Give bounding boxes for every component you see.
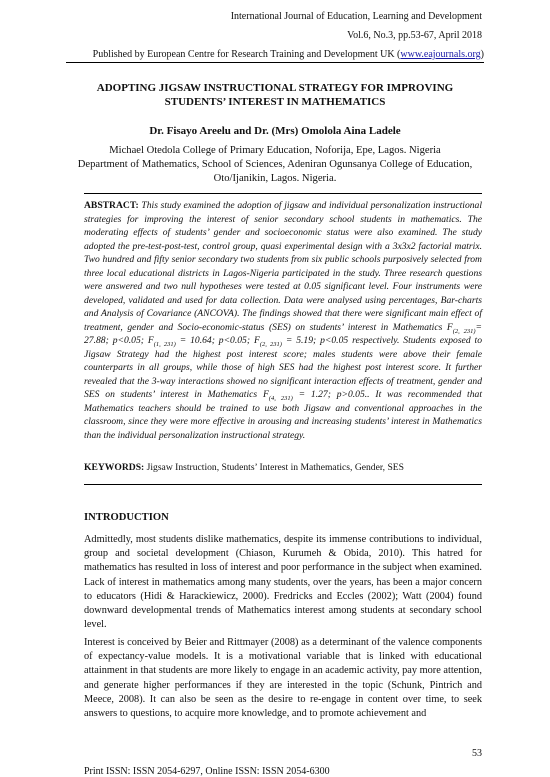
publisher-line — [66, 49, 484, 63]
journal-name: International Journal of Education, Learning and Development — [230, 11, 482, 22]
abstract-subscript: (2, 231) — [259, 340, 282, 348]
publisher-link[interactable]: www.eajournals.org — [400, 49, 481, 60]
abstract-subscript: (1, 231) — [153, 340, 176, 348]
section-heading: INTRODUCTION — [84, 512, 169, 523]
keywords-label: KEYWORDS: — [84, 462, 145, 473]
title-line-2: STUDENTS’ INTEREST IN MATHEMATICS — [164, 96, 386, 108]
abstract-subscript: (2, 231) — [452, 327, 476, 335]
keywords-bottom-rule — [84, 484, 482, 485]
abstract-text: = 27.88; p<0.05; F — [84, 321, 482, 346]
abstract-label: ABSTRACT: — [84, 200, 139, 211]
abstract — [84, 199, 482, 442]
abstract-text: This study examined the adoption of jigsaw and individual personalization instructional strategies for improving the interest of senior secondary school students in mathematics. The moderating effects of students’ gender and socioeconomic status were also examined. The study adopted the pre-test-post-test, control group, quasi experimental design with a 3x3x2 factorial matrix. Two hundred and fifty senior secondary two students from six public schools purposively selected from three local educational districts in Lagos-Nigeria participated in the study. Three research questions were answered and two null hypotheses were tested at 0.05 significant level. Four instruments were developed, validated and used for data collection. Data were analysed using percentages, Bar-charts and Analysis of Covariance (ANCOVA). The findings showed that there were significant main effect of treatment, gender and Socio-economic-status (SES) on students’ interest in Mathematics F — [84, 200, 482, 333]
publisher-text: Published by European Centre for Research Training and Development UK ( — [92, 49, 401, 60]
affiliation-1: Michael Otedola College of Primary Education, Noforija, Epe, Lagos. Nigeria — [109, 145, 441, 156]
affiliations — [60, 144, 490, 186]
abstract-text: = 1.27; p>0.05.. It was recommended that Mathematics teachers should be trained to use both Jigsaw and conventional approaches in the classroom, since they were more effective in arousing and increasing students’ interest in Mathematics than the individual personalization instructional strategy. — [84, 389, 482, 441]
affiliation-2: Department of Mathematics, School of Sciences, Adeniran Ogunsanya College of Education, — [77, 159, 473, 170]
title-line-1: ADOPTING JIGSAW INSTRUCTIONAL STRATEGY FOR IMPROVING — [96, 82, 454, 94]
publisher-text-end: ) — [480, 49, 484, 60]
affiliation-3: Oto/Ijanikin, Lagos. Nigeria. — [213, 173, 337, 184]
abstract-text: = 10.64; p<0.05; F — [175, 335, 260, 346]
page-number: 53 — [472, 748, 482, 759]
abstract-text: = 5.19; p<0.05 respectively. Students exposed to Jigsaw Strategy had the highest post interest score; males students were above their female counterparts in all groups, while those of high SES had the highest post interest score. It further revealed that the 3-way interactions showed no significant interaction effects of treatment, gender and SES on students’ interest in Mathematics F — [84, 335, 482, 400]
abstract-subscript: (4, 231) — [268, 394, 293, 402]
authors: Dr. Fisayo Areelu and Dr. (Mrs) Omolola Aina Ladele — [149, 125, 401, 137]
article-title — [60, 81, 490, 109]
abstract-top-rule — [84, 193, 482, 194]
volume-info: Vol.6, No.3, pp.53-67, April 2018 — [347, 30, 482, 41]
keywords-text: Jigsaw Instruction, Students’ Interest in Mathematics, Gender, SES — [144, 462, 404, 473]
intro-paragraph-1: Admittedly, most students dislike mathematics, despite its immense contributions to individual, group and societal development (Chiason, Kurumeh & Obida, 2010). This hatred for mathematics has resulted in loss of interest and poor performance in the subject when examined. Lack of interest in mathematics among many students, over the years, has been a major concern to educators (Hidi & Harackiewicz, 2000). Fredricks and Eccles (2002); Watt (2004) found downward developmental trends of Mathematics interest among students at secondary school level. — [84, 534, 482, 631]
issn-footer: Print ISSN: ISSN 2054-6297, Online ISSN: ISSN 2054-6300 — [84, 766, 330, 777]
keywords — [84, 462, 482, 474]
intro-paragraph-2: Interest is conceived by Beier and Rittmayer (2008) as a determinant of the valence components of expectancy-value models. It is a motivational variable that is linked with educational attainment in that students are more likely to engage in an academic activity, pay more attention, and generate higher performances if they are interested in the topic (Schunk, Pintrich and Meece, 2008). It can also be seen as the desire to re-engage in content over time, to seek answers to questions, to acquire more knowledge, and to promote achievement and — [84, 637, 482, 720]
